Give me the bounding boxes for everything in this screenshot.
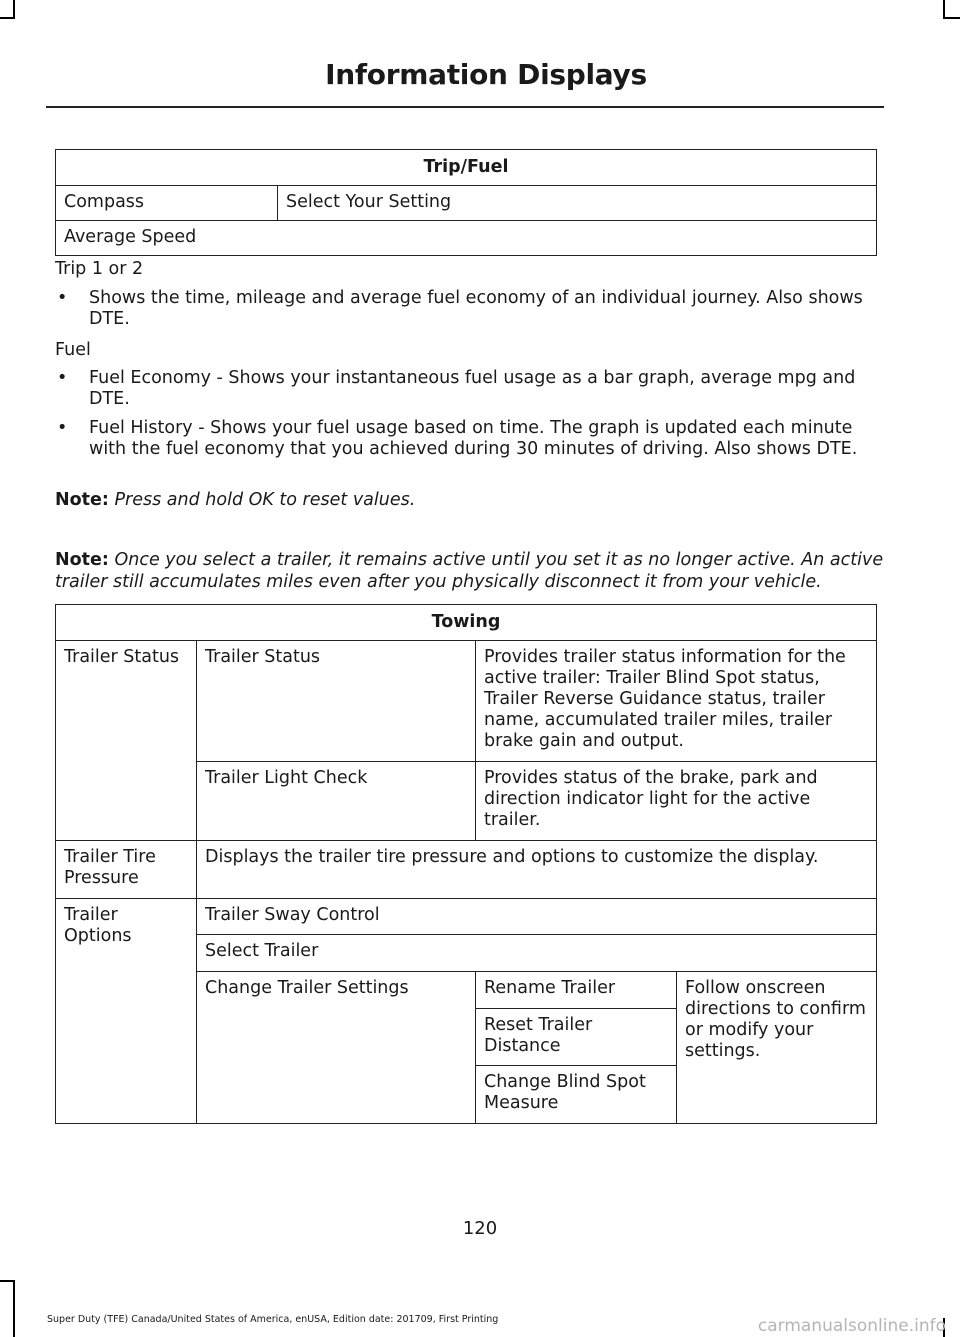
list-item: • Shows the time, mileage and average fuel economy of an individual journey. Also shows DTE. (57, 288, 863, 329)
watermark: carmanualsonline.info (757, 1316, 946, 1336)
note-label: Note: (55, 490, 109, 510)
note-label: Note: (55, 550, 109, 570)
bullet-text: Fuel Economy - Shows your instantaneous fuel usage as a bar graph, average mpg and DTE. (89, 368, 856, 409)
crop-mark-bottom-left (13, 1280, 15, 1337)
fuel-heading: Fuel (55, 340, 91, 360)
table-cell: Change Trailer Settings (197, 972, 476, 1124)
bullet-text: Shows the time, mileage and average fuel economy of an individual journey. Also shows DTE. (89, 288, 863, 329)
table-cell: Select Trailer (197, 935, 877, 972)
trip-heading: Trip 1 or 2 (55, 259, 144, 279)
table-cell: Reset Trailer Distance (476, 1009, 677, 1066)
header-rule (46, 106, 884, 108)
table-cell: Trailer Status (197, 641, 476, 762)
table-cell: Trailer Status (56, 641, 197, 841)
table-cell: Trailer Options (56, 899, 197, 1124)
crop-mark-bottom-left (0, 1280, 15, 1282)
table-cell: Follow onscreen directions to confirm or modify your settings. (677, 972, 877, 1124)
crop-mark-top-left (13, 0, 15, 18)
table-cell: Displays the trailer tire pressure and options to customize the display. (197, 841, 877, 899)
towing-table (55, 604, 877, 1124)
crop-mark-top-left (0, 17, 15, 19)
note-text: Once you select a trailer, it remains active until you set it as no longer active. An active trailer still accumulates miles even after you physically disconnect it from your vehicle. (55, 550, 884, 592)
note (55, 549, 885, 593)
table-cell: Trailer Light Check (197, 762, 476, 841)
table-cell: Provides status of the brake, park and direction indicator light for the active trailer. (476, 762, 877, 841)
towing-table-title: Towing (56, 605, 877, 641)
list-item: • Fuel Economy - Shows your instantaneous fuel usage as a bar graph, average mpg and DTE. (57, 368, 856, 409)
trip-fuel-table-title: Trip/Fuel (56, 150, 877, 186)
table-cell: Change Blind Spot Measure (476, 1066, 677, 1124)
page-title: Information Displays (325, 58, 647, 91)
table-cell: Rename Trailer (476, 972, 677, 1009)
note-text: Press and hold OK to reset values. (114, 490, 416, 510)
bullet-text: Fuel History - Shows your fuel usage based on time. The graph is updated each minute with the fuel economy that you achieved during 30 minutes of driving. Also shows DTE. (89, 418, 858, 459)
crop-mark-top-right (943, 17, 960, 19)
table-cell: Provides trailer status information for the active trailer: Trailer Blind Spot status, Trailer Reverse Guidance status, trailer name, accumulated trailer miles, trailer brake gain and output. (476, 641, 877, 762)
table-cell: Trailer Tire Pressure (56, 841, 197, 899)
table-cell: Select Your Setting (278, 186, 877, 221)
list-item: • Fuel History - Shows your fuel usage based on time. The graph is updated each minute with the fuel economy that you achieved during 30 minutes of driving. Also shows DTE. (57, 418, 858, 459)
note (55, 489, 885, 511)
crop-mark-top-right (943, 0, 945, 18)
table-cell: Average Speed (56, 221, 877, 256)
table-cell: Compass (56, 186, 278, 221)
page-number: 120 (462, 1218, 498, 1239)
page-header (0, 58, 960, 91)
trip-fuel-table (55, 149, 877, 256)
edition-footer: Super Duty (TFE) Canada/United States of America, enUSA, Edition date: 201709, First Printing (47, 1314, 499, 1325)
table-cell: Trailer Sway Control (197, 899, 877, 935)
